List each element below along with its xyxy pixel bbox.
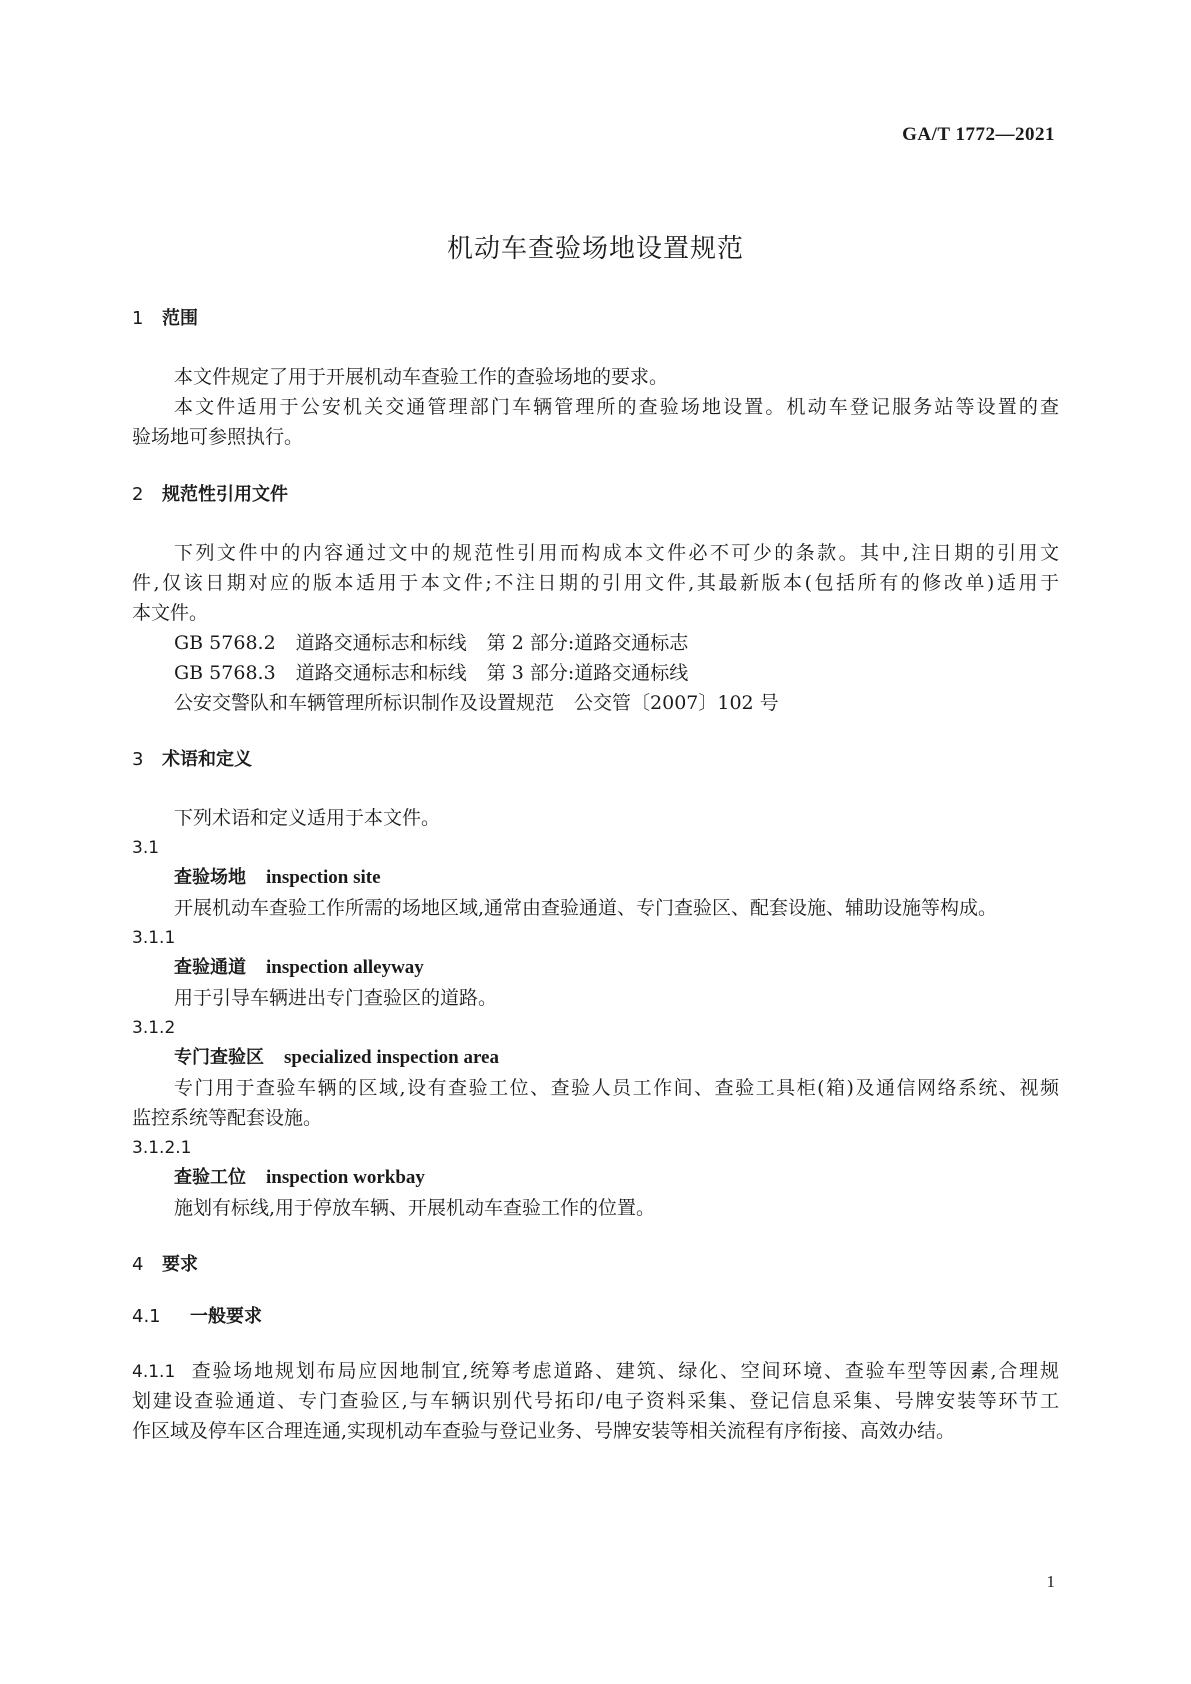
reference-title: 道路交通标志和标线 <box>295 662 467 684</box>
section-title: 术语和定义 <box>162 749 252 770</box>
section-number: 1 <box>132 308 144 329</box>
reference-item <box>174 688 1059 718</box>
reference-item <box>174 658 1059 688</box>
section-3-heading <box>132 745 1059 775</box>
term-number: 3.1.2 <box>132 1018 176 1038</box>
term-definition: 用于引导车辆进出专门查验区的道路。 <box>174 987 498 1009</box>
paragraph-line: 下列文件中的内容通过文中的规范性引用而构成本文件必不可少的条款。其中,注日期的引用文 <box>174 542 1059 564</box>
reference-code: GB 5768.2 <box>174 632 276 654</box>
term-definition: 施划有标线,用于停放车辆、开展机动车查验工作的位置。 <box>174 1197 656 1219</box>
term-en: inspection workbay <box>266 1167 425 1188</box>
term-en: inspection site <box>266 867 381 888</box>
reference-code: 公安交警队和车辆管理所标识制作及设置规范 <box>174 692 555 714</box>
clause-number: 4.1.1 <box>132 1362 176 1382</box>
reference-code: GB 5768.3 <box>174 662 276 684</box>
paragraph-line: 本文件适用于公安机关交通管理部门车辆管理所的查验场地设置。机动车登记服务站等设置的查 <box>174 396 1059 418</box>
section-number: 3 <box>132 749 144 770</box>
term-zh: 查验场地 <box>174 867 246 888</box>
term-definition-cont: 监控系统等配套设施。 <box>132 1107 323 1129</box>
term-zh: 专门查验区 <box>174 1047 264 1068</box>
term-zh: 查验工位 <box>174 1167 246 1188</box>
clause-text: 查验场地规划布局应因地制宜,统筹考虑道路、建筑、绿化、空间环境、查验车型等因素,合理规 <box>190 1360 1059 1382</box>
standard-code: GA/T 1772—2021 <box>902 124 1055 145</box>
term-en: inspection alleyway <box>266 957 424 978</box>
document-title: 机动车查验场地设置规范 <box>446 234 744 264</box>
term-zh: 查验通道 <box>174 957 246 978</box>
term-entry <box>174 1163 1059 1193</box>
term-definition: 开展机动车查验工作所需的场地区域,通常由查验通道、专门查验区、配套设施、辅助设施等构成。 <box>174 897 998 919</box>
reference-title: 道路交通标志和标线 <box>295 632 467 654</box>
clause-line <box>132 1356 1059 1387</box>
paragraph: 下列术语和定义适用于本文件。 <box>174 807 441 829</box>
reference-part: 第 3 部分:道路交通标线 <box>486 662 689 684</box>
section-number: 4 <box>132 1254 144 1275</box>
subsection-number: 4.1 <box>132 1306 161 1327</box>
section-4-heading <box>132 1250 1059 1280</box>
term-entry <box>174 1043 1059 1073</box>
term-entry <box>174 863 1059 893</box>
paragraph-line: 本文件。 <box>132 602 209 624</box>
clause-line: 划建设查验通道、专门查验区,与车辆识别代号拓印/电子资料采集、登记信息采集、号牌安装等环节工 <box>132 1390 1059 1412</box>
paragraph-line: 验场地可参照执行。 <box>132 426 304 448</box>
section-title: 要求 <box>162 1254 198 1275</box>
term-definition: 专门用于查验车辆的区域,设有查验工位、查验人员工作间、查验工具柜(箱)及通信网络系统、视频 <box>174 1077 1059 1099</box>
term-en: specialized inspection area <box>284 1047 499 1068</box>
term-number: 3.1.1 <box>132 928 176 948</box>
paragraph-line: 件,仅该日期对应的版本适用于本文件;不注日期的引用文件,其最新版本(包括所有的修改单)适用于 <box>132 572 1059 594</box>
term-entry <box>174 953 1059 983</box>
section-title: 规范性引用文件 <box>162 484 288 505</box>
subsection-title: 一般要求 <box>190 1306 262 1327</box>
paragraph: 本文件规定了用于开展机动车查验工作的查验场地的要求。 <box>174 366 669 388</box>
reference-part: 第 2 部分:道路交通标志 <box>486 632 689 654</box>
term-number: 3.1 <box>132 838 160 858</box>
section-number: 2 <box>132 484 144 505</box>
reference-title: 公交管〔2007〕102 号 <box>574 692 779 714</box>
section-1-heading <box>132 304 1059 334</box>
page-number: 1 <box>1046 1572 1055 1591</box>
subsection-heading <box>132 1302 1059 1332</box>
term-number: 3.1.2.1 <box>132 1138 192 1158</box>
reference-item <box>174 628 1059 658</box>
clause-line: 作区域及停车区合理连通,实现机动车查验与登记业务、号牌安装等相关流程有序衔接、高效办结。 <box>132 1420 956 1442</box>
section-2-heading <box>132 480 1059 510</box>
section-title: 范围 <box>162 308 198 329</box>
